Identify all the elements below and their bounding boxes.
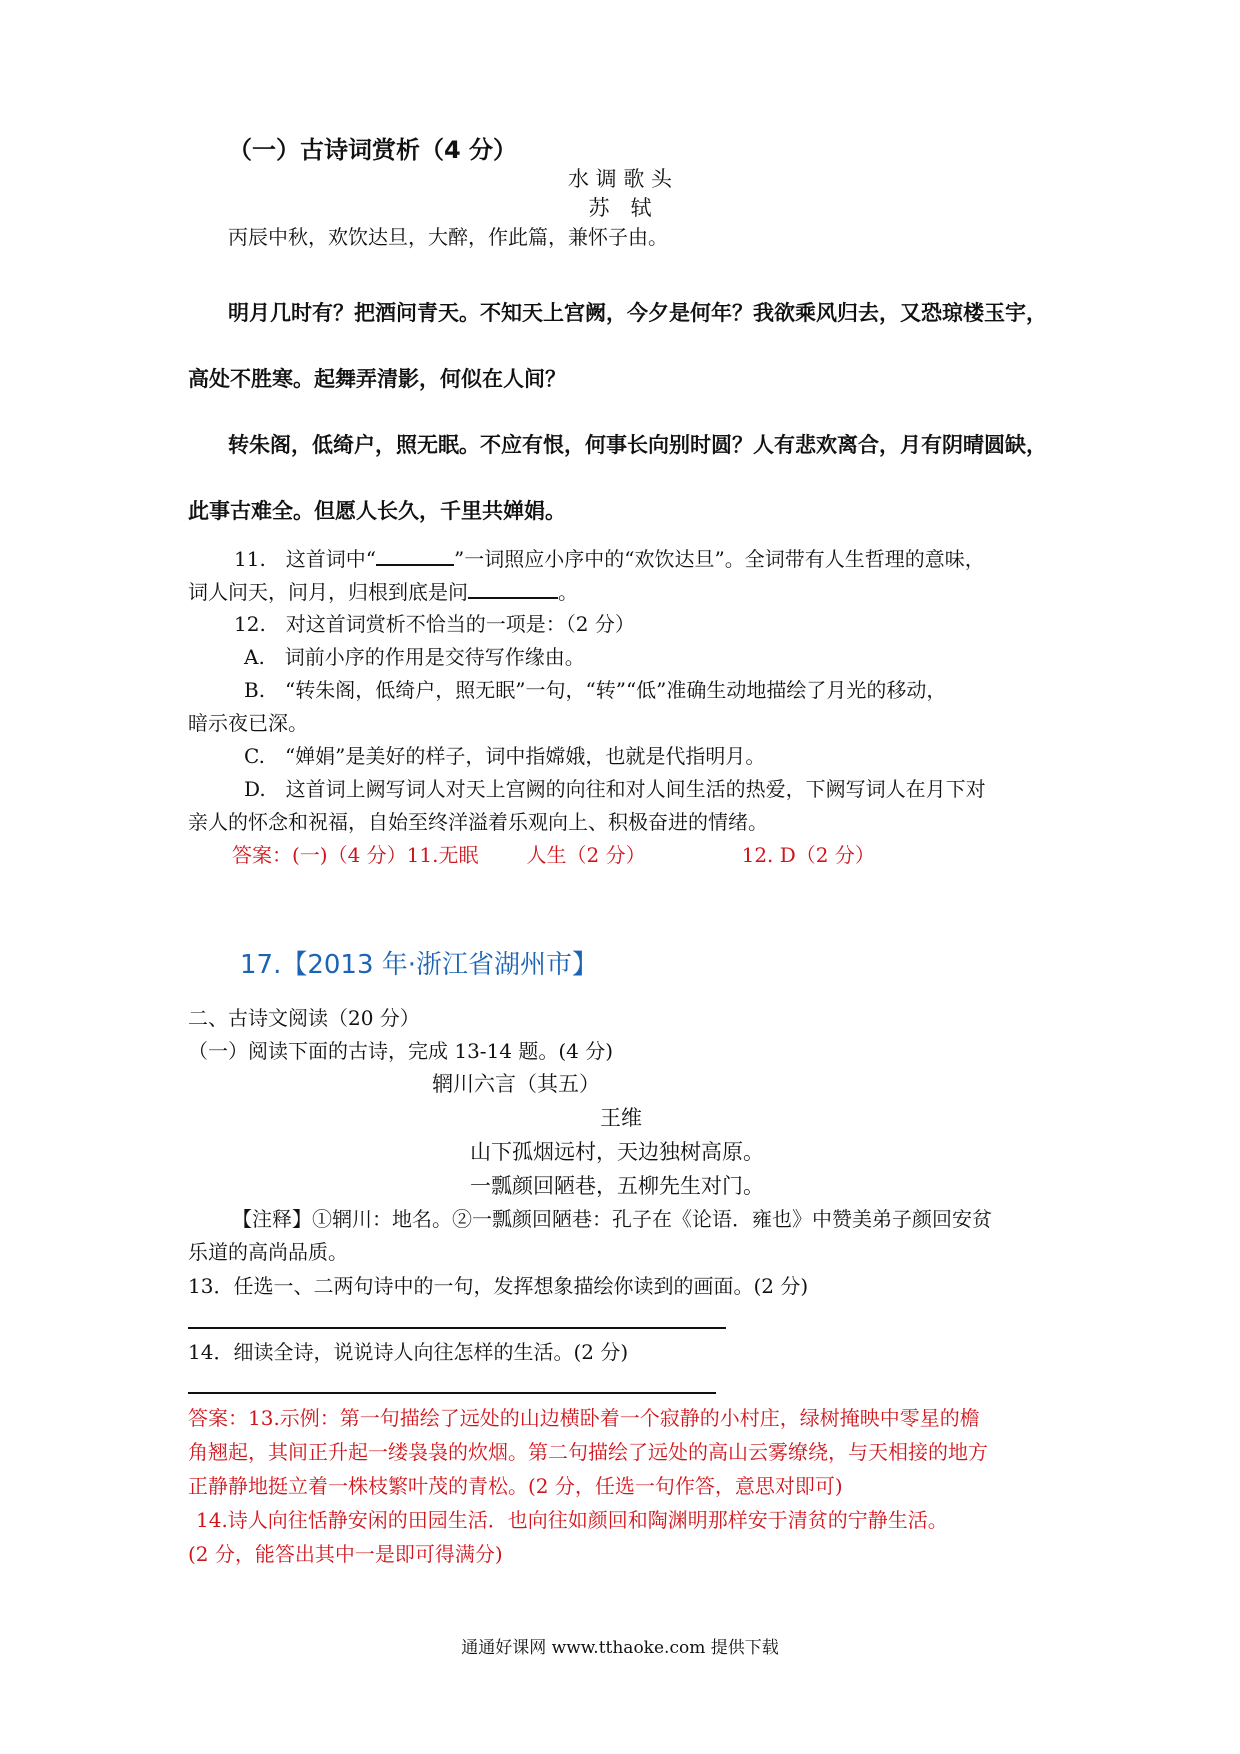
answer-line-text: 答案：13.示例：第一句描绘了远处的山边横卧着一个寂静的小村庄，绿树掩映中零星的檐 bbox=[188, 1406, 980, 1430]
poem-line: 明月几时有？把酒问青天。不知天上宫阙，今夕是何年？我欲乘风归去，又恐琼楼玉宇， bbox=[228, 301, 1047, 325]
answer-part: 12. D（2 分） bbox=[741, 843, 875, 867]
q11-text: 。 bbox=[558, 580, 578, 604]
q11-text: ”一词照应小序中的“欢饮达旦”。全词带有人生哲理的意味， bbox=[454, 547, 985, 571]
q11-text: 11. 这首词中“ bbox=[234, 547, 377, 571]
option-b-cont: 暗示夜已深。 bbox=[188, 711, 308, 735]
poem-line: 高处不胜寒。起舞弄清影，何似在人间？ bbox=[188, 367, 566, 391]
q11-text: 词人问天，问月，归根到底是问 bbox=[188, 580, 468, 604]
note-cont: 乐道的高尚品质。 bbox=[188, 1240, 348, 1264]
question-14: 14．细读全诗，说说诗人向往怎样的生活。(2 分) bbox=[188, 1340, 629, 1364]
poem-preface: 丙辰中秋，欢饮达旦，大醉，作此篇，兼怀子由。 bbox=[228, 225, 668, 249]
poem-line: 山下孤烟远村，天边独树高原。 bbox=[470, 1140, 764, 1164]
instruction: （一）阅读下面的古诗，完成 13-14 题。(4 分) bbox=[188, 1039, 614, 1063]
answer-part: 答案：(一)（4 分）11.无眠 bbox=[232, 843, 479, 867]
answer-line bbox=[188, 1327, 726, 1329]
option-c: C. “婵娟”是美好的样子，词中指嫦娥，也就是代指明月。 bbox=[244, 744, 766, 768]
answer-line-text: 角翘起，其间正升起一缕袅袅的炊烟。第二句描绘了远处的高山云雾缭绕，与天相接的地方 bbox=[188, 1440, 988, 1464]
answer-line-text: 正静静地挺立着一株枝繁叶茂的青松。(2 分，任选一句作答，意思对即可) bbox=[188, 1474, 843, 1498]
q11-blank-2 bbox=[468, 577, 558, 599]
question-11-line2 bbox=[188, 577, 578, 606]
question-12: 12. 对这首词赏析不恰当的一项是：（2 分） bbox=[234, 612, 635, 636]
answer-line bbox=[188, 1392, 716, 1394]
option-d: D. 这首词上阙写词人对天上宫阙的向往和对人间生活的热爱，下阙写词人在月下对 bbox=[244, 777, 986, 801]
option-b: B. “转朱阁，低绮户，照无眠”一句，“转”“低”准确生动地描绘了月光的移动， bbox=[244, 678, 947, 702]
poem-line: 一瓢颜回陋巷，五柳先生对门。 bbox=[470, 1174, 764, 1198]
q11-blank-1 bbox=[376, 544, 454, 566]
poem-line: 此事古难全。但愿人长久，千里共婵娟。 bbox=[188, 499, 566, 523]
option-d-cont: 亲人的怀念和祝福，自始至终洋溢着乐观向上、积极奋进的情绪。 bbox=[188, 810, 768, 834]
answer-section1 bbox=[232, 841, 875, 869]
note: 【注释】①辋川：地名。②一瓢颜回陋巷：孔子在《论语．雍也》中赞美弟子颜回安贫 bbox=[232, 1207, 992, 1231]
section-heading: 17.【2013 年·浙江省湖州市】 bbox=[240, 950, 599, 980]
poem-line: 转朱阁，低绮户，照无眠。不应有恨，何事长向别时圆？人有悲欢离合，月有阴晴圆缺， bbox=[228, 433, 1047, 457]
question-13: 13．任选一、二两句诗中的一句，发挥想象描绘你读到的画面。(2 分) bbox=[188, 1274, 809, 1298]
poem-author: 王维 bbox=[600, 1106, 642, 1130]
option-a: A. 词前小序的作用是交待写作缘由。 bbox=[244, 645, 585, 669]
answer-line-text: 14.诗人向往恬静安闲的田园生活．也向往如颜回和陶渊明那样安于清贫的宁静生活。 bbox=[196, 1508, 948, 1532]
poem-author: 苏 轼 bbox=[588, 196, 652, 220]
question-11 bbox=[234, 544, 985, 573]
footer: 通通好课网 www.tthaoke.com 提供下载 bbox=[461, 1638, 779, 1658]
poem-title: 辋川六言（其五） bbox=[432, 1072, 600, 1096]
subheading: 二、古诗文阅读（20 分） bbox=[188, 1006, 420, 1030]
poem-title: 水 调 歌 头 bbox=[567, 167, 673, 191]
answer-part: 人生（2 分） bbox=[526, 843, 646, 867]
section-heading: （一）古诗词赏析（4 分） bbox=[228, 136, 518, 164]
answer-line-text: (2 分，能答出其中一是即可得满分) bbox=[188, 1542, 503, 1566]
